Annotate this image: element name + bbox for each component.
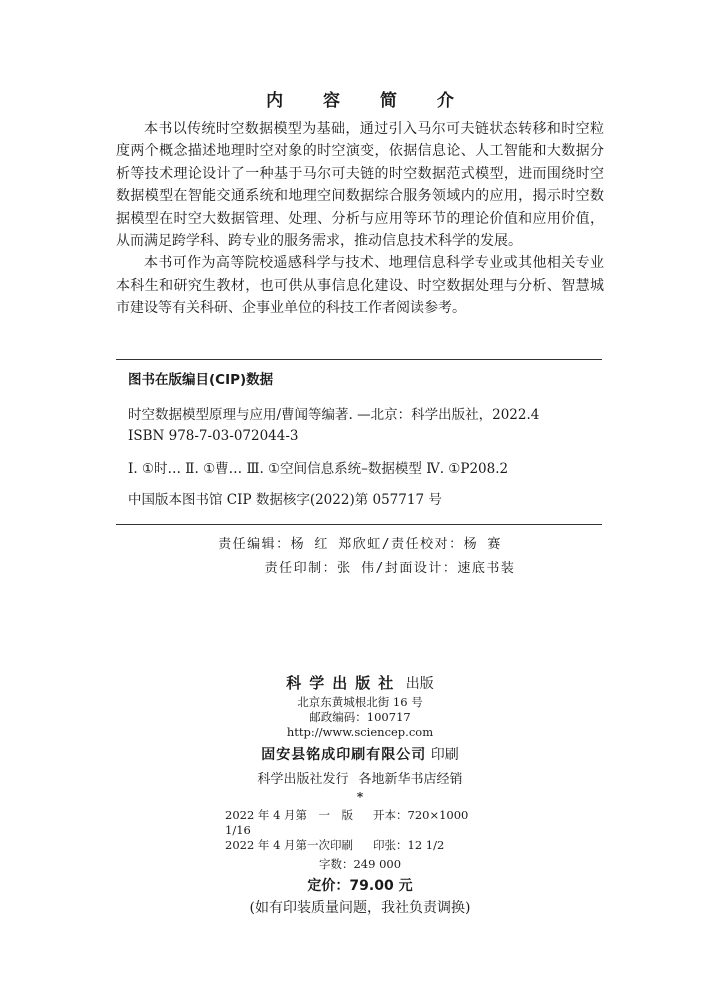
publisher-postcode: 邮政编码：100717 xyxy=(309,710,411,724)
imprint-block xyxy=(0,672,720,918)
summary-paragraph-2: 本书可作为高等院校遥感科学与技术、地理信息科学专业或其他相关专业本科生和研究生教材，也可供从事信息化建设、时空数据处理与分析、智慧城市建设等有关科研、企事业单位的科技工作者阅读参考。 xyxy=(116,255,604,317)
cip-classification: Ⅰ. ①时… Ⅱ. ①曹… Ⅲ. ①空间信息系统–数据模型 Ⅳ. ①P208.2 xyxy=(128,461,509,477)
printer-line xyxy=(0,742,720,768)
cip-number: 中国版本图书馆 CIP 数据核字(2022)第 057717 号 xyxy=(128,492,442,508)
publisher-address: 北京东黄城根北街 16 号 xyxy=(297,695,423,709)
cip-block xyxy=(128,370,598,511)
publisher-name: 科学出版社 xyxy=(286,674,402,692)
page-title: 内 容 简 介 xyxy=(266,91,471,111)
summary-paragraph-1: 本书以传统时空数据模型为基础，通过引入马尔可夫链状态转移和时空粒度两个概念描述地理时空对象的时空演变，依据信息论、人工智能和大数据分析等技术理论设计了一种基于马尔可夫链的时空数据范式模型，进而围绕时空数据模型在智能交通系统和地理空间数据综合服务领域内的应用，揭示时空数据模型在时空大数据管理、处理、分析与应用等环节的理论价值和应用价值，从而满足跨学科、跨专业的服务需求，推动信息技术科学的发展。 xyxy=(116,121,604,250)
editor-credits xyxy=(0,533,720,581)
distribution-line xyxy=(0,768,720,792)
print-sheets: 印张：12 1/2 xyxy=(373,838,445,852)
distributor: 科学出版社发行 xyxy=(257,772,349,787)
word-count: 字数：249 000 xyxy=(318,857,402,871)
separator-star: * xyxy=(356,790,364,804)
edition-info xyxy=(225,808,495,853)
print-date: 2022 年 4 月第一次印刷 xyxy=(225,838,354,852)
publisher-line xyxy=(0,672,720,695)
publisher-suffix: 出版 xyxy=(405,676,434,692)
printer-suffix: 印刷 xyxy=(430,747,459,763)
quality-notice: (如有印装质量问题，我社负责调换) xyxy=(249,900,471,916)
seller: 各地新华书店经销 xyxy=(358,772,463,787)
divider-bottom xyxy=(116,524,602,525)
divider-top xyxy=(116,359,602,360)
summary-section xyxy=(116,118,604,320)
cip-record: 时空数据模型原理与应用/曹闻等编著. —北京：科学出版社，2022.4 xyxy=(128,407,540,423)
printer-name: 固安县铭成印刷有限公司 xyxy=(261,747,427,763)
edition-date: 2022 年 4 月第 一 版 xyxy=(225,808,354,822)
book-format: 开本：720×1000 1/16 xyxy=(225,808,480,837)
cip-isbn: ISBN 978-7-03-072044-3 xyxy=(128,428,299,444)
editor-line-2: 责任印制：张 伟/封面设计：速底书装 xyxy=(264,561,516,576)
cip-heading: 图书在版编目(CIP)数据 xyxy=(128,372,274,388)
editor-line-1: 责任编辑：杨 红 郑欣虹/责任校对：杨 赛 xyxy=(218,537,502,552)
publisher-website: http://www.sciencep.com xyxy=(286,725,434,739)
price: 定价：79.00 元 xyxy=(307,878,413,894)
